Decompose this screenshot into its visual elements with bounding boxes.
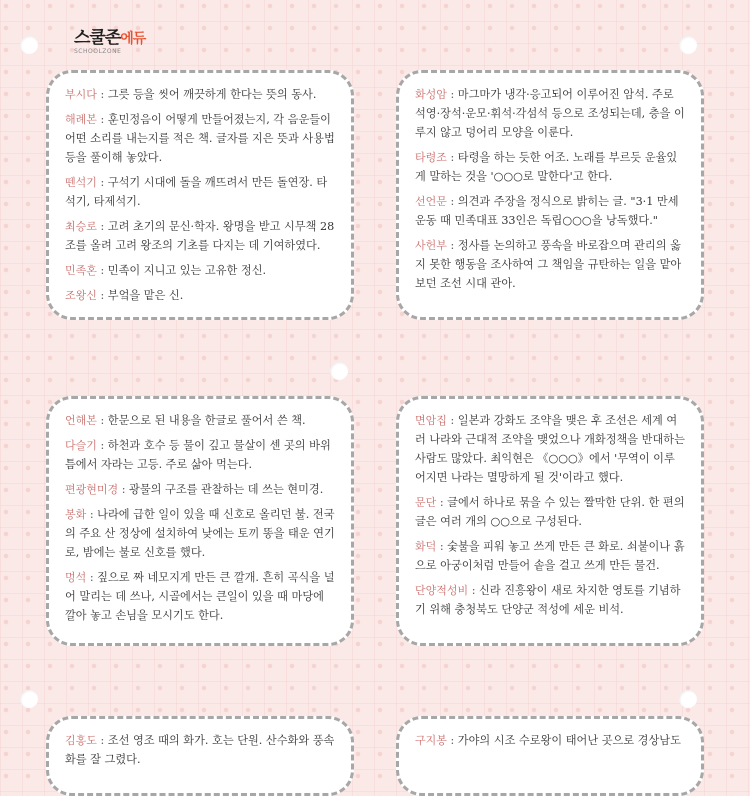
- glossary-entry: 선언문 : 의견과 주장을 정식으로 밝히는 글. "3·1 만세 운동 때 민족대표 33인은 독립○○○을 낭독했다.": [415, 195, 679, 227]
- glossary-definition: 짚으로 짜 네모지게 만든 큰 깔개. 흔히 곡식을 널어 말리는 데 쓰나, 시골에서는 큰일이 있을 때 마당에 깔아 놓고 손님을 모시기도 한다.: [65, 571, 335, 622]
- brand-logo: [74, 30, 145, 55]
- punch-hole: [20, 690, 38, 708]
- glossary-term: 구지봉: [415, 734, 447, 747]
- glossary-entry: 민족혼 : 민족이 지니고 있는 고유한 정신.: [65, 264, 267, 277]
- glossary-term: 언해본: [65, 414, 97, 427]
- glossary-term: 봉화: [65, 508, 87, 521]
- glossary-term: 편광현미경: [65, 483, 119, 496]
- glossary-entry: 구지봉 : 가야의 시조 수로왕이 태어난 곳으로 경상남도: [415, 734, 681, 747]
- glossary-entry: 편광현미경 : 광물의 구조를 관찰하는 데 쓰는 현미경.: [65, 483, 324, 496]
- glossary-definition: 한문으로 된 내용을 한글로 풀어서 쓴 책.: [107, 414, 306, 427]
- glossary-entry: 화성암 : 마그마가 냉각·응고되어 이루어진 암석. 주로 석영·장석·운모·휘석·각섬석 등으로 조성되는데, 층을 이루지 않고 덩어리 모양을 이룬다.: [415, 88, 685, 139]
- glossary-entry: 해례본 : 훈민정음이 어떻게 만들어졌는지, 각 음운들이 어떤 소리를 내는지를 적은 책. 글자를 지은 뜻과 사용법 등을 풀이해 놓았다.: [65, 113, 335, 164]
- glossary-definition: 조선 영조 때의 화가. 호는 단원. 산수화와 풍속화를 잘 그렸다.: [65, 734, 335, 766]
- vocab-card-1: [46, 70, 354, 320]
- glossary-definition: 민족이 지니고 있는 고유한 정신.: [107, 264, 267, 277]
- glossary-definition: 신라 진흥왕이 새로 차지한 영토를 기념하기 위해 충청북도 단양군 적성에 세운 비석.: [415, 584, 681, 616]
- vocab-card-3: [46, 396, 354, 646]
- glossary-entry: 타령조 : 타령을 하는 듯한 어조. 노래를 부르듯 운율있게 말하는 것을 '○○○로 말한다'고 한다.: [415, 151, 678, 183]
- glossary-entry: 언해본 : 한문으로 된 내용을 한글로 풀어서 쓴 책.: [65, 414, 306, 427]
- punch-hole: [20, 36, 38, 54]
- glossary-definition: 의견과 주장을 정식으로 밝히는 글. "3·1 만세 운동 때 민족대표 33인은 독립○○○을 낭독했다.": [415, 195, 679, 227]
- glossary-definition: 가야의 시조 수로왕이 태어난 곳으로 경상남도: [457, 734, 681, 747]
- glossary-definition: 타령을 하는 듯한 어조. 노래를 부르듯 운율있게 말하는 것을 '○○○로 말한다'고 한다.: [415, 151, 678, 183]
- glossary-entry: 봉화 : 나라에 급한 일이 있을 때 신호로 올리던 불. 전국의 주요 산 정상에 설치하여 낮에는 토끼 똥을 태운 연기로, 밤에는 불로 신호를 했다.: [65, 508, 335, 559]
- glossary-definition: 훈민정음이 어떻게 만들어졌는지, 각 음운들이 어떤 소리를 내는지를 적은 책. 글자를 지은 뜻과 사용법 등을 풀이해 놓았다.: [65, 113, 335, 164]
- glossary-term: 조왕신: [65, 289, 97, 302]
- glossary-term: 선언문: [415, 195, 447, 208]
- glossary-definition: 광물의 구조를 관찰하는 데 쓰는 현미경.: [129, 483, 324, 496]
- glossary-term: 김홍도: [65, 734, 97, 747]
- glossary-entry: 면암집 : 일본과 강화도 조약을 맺은 후 조선은 세계 여러 나라와 근대적 조약을 맺었으나 개화정책을 반대하는 사람도 많았다. 최익현은 《○○○》에서 '무역이 이루어지면 나라는 멸망하게 될 것'이라고 했다.: [415, 414, 685, 484]
- glossary-definition: 고려 초기의 문신·학자. 왕명을 받고 시무책 28조를 올려 고려 왕조의 기초를 다지는 데 기여하였다.: [65, 220, 335, 252]
- glossary-definition: 글에서 하나로 묶을 수 있는 짤막한 단위. 한 편의 글은 여러 개의 ○○으로 구성된다.: [415, 496, 685, 528]
- punch-hole: [679, 690, 697, 708]
- glossary-entry: 최승로 : 고려 초기의 문신·학자. 왕명을 받고 시무책 28조를 올려 고려 왕조의 기초를 다지는 데 기여하였다.: [65, 220, 335, 252]
- glossary-definition: 나라에 급한 일이 있을 때 신호로 올리던 불. 전국의 주요 산 정상에 설치하여 낮에는 토끼 똥을 태운 연기로, 밤에는 불로 신호를 했다.: [65, 508, 335, 559]
- glossary-term: 사헌부: [415, 239, 447, 252]
- glossary-term: 타령조: [415, 151, 447, 164]
- glossary-term: 민족혼: [65, 264, 97, 277]
- punch-hole: [330, 362, 348, 380]
- vocab-card-4: [396, 396, 704, 646]
- glossary-definition: 일본과 강화도 조약을 맺은 후 조선은 세계 여러 나라와 근대적 조약을 맺었으나 개화정책을 반대하는 사람도 많았다. 최익현은 《○○○》에서 '무역이 이루어지면 나라는 멸망하게 될 것'이라고 했다.: [415, 414, 685, 484]
- glossary-entry: 멍석 : 짚으로 짜 네모지게 만든 큰 깔개. 흔히 곡식을 널어 말리는 데 쓰나, 시골에서는 큰일이 있을 때 마당에 깔아 놓고 손님을 모시기도 한다.: [65, 571, 335, 622]
- punch-hole: [679, 36, 697, 54]
- glossary-term: 다슬기: [65, 439, 97, 452]
- vocab-card-2: [396, 70, 704, 320]
- glossary-entry: 단양적성비 : 신라 진흥왕이 새로 차지한 영토를 기념하기 위해 충청북도 단양군 적성에 세운 비석.: [415, 584, 681, 616]
- glossary-definition: 숯불을 피워 놓고 쓰게 만든 큰 화로. 쇠붙이나 흙으로 아궁이처럼 만들어 솥을 걸고 쓰게 만든 물건.: [415, 540, 685, 572]
- glossary-definition: 그릇 등을 씻어 깨끗하게 한다는 뜻의 동사.: [107, 88, 317, 101]
- glossary-term: 단양적성비: [415, 584, 469, 597]
- glossary-entry: 화덕 : 숯불을 피워 놓고 쓰게 만든 큰 화로. 쇠붙이나 흙으로 아궁이처럼 만들어 솥을 걸고 쓰게 만든 물건.: [415, 540, 685, 572]
- glossary-definition: 마그마가 냉각·응고되어 이루어진 암석. 주로 석영·장석·운모·휘석·각섬석 등으로 조성되는데, 층을 이루지 않고 덩어리 모양을 이룬다.: [415, 88, 685, 139]
- glossary-term: 멍석: [65, 571, 87, 584]
- vocab-card-5: [46, 716, 354, 796]
- glossary-entry: 뗀석기 : 구석기 시대에 돌을 깨뜨려서 만든 돌연장. 타석기, 타제석기.: [65, 176, 328, 208]
- glossary-entry: 부시다 : 그릇 등을 씻어 깨끗하게 한다는 뜻의 동사.: [65, 88, 317, 101]
- glossary-term: 최승로: [65, 220, 97, 233]
- glossary-entry: 다슬기 : 하천과 호수 등 물이 깊고 물살이 센 곳의 바위 틈에서 자라는 고등. 주로 삶아 먹는다.: [65, 439, 331, 471]
- glossary-term: 뗀석기: [65, 176, 97, 189]
- glossary-term: 화성암: [415, 88, 447, 101]
- glossary-entry: 조왕신 : 부엌을 맡은 신.: [65, 289, 184, 302]
- glossary-entry: 김홍도 : 조선 영조 때의 화가. 호는 단원. 산수화와 풍속화를 잘 그렸다.: [65, 734, 335, 766]
- glossary-term: 화덕: [415, 540, 437, 553]
- glossary-entry: 사헌부 : 정사를 논의하고 풍속을 바로잡으며 관리의 옳지 못한 행동을 조사하여 그 책임을 규탄하는 일을 맡아보던 조선 시대 관아.: [415, 239, 682, 290]
- glossary-term: 문단: [415, 496, 437, 509]
- glossary-entry: 문단 : 글에서 하나로 묶을 수 있는 짤막한 단위. 한 편의 글은 여러 개의 ○○으로 구성된다.: [415, 496, 685, 528]
- glossary-term: 면암집: [415, 414, 447, 427]
- glossary-definition: 부엌을 맡은 신.: [107, 289, 184, 302]
- vocab-card-6: [396, 716, 704, 796]
- logo-wordmark: 스쿨존에듀: [74, 28, 146, 48]
- glossary-term: 해례본: [65, 113, 97, 126]
- glossary-definition: 구석기 시대에 돌을 깨뜨려서 만든 돌연장. 타석기, 타제석기.: [65, 176, 328, 208]
- glossary-definition: 정사를 논의하고 풍속을 바로잡으며 관리의 옳지 못한 행동을 조사하여 그 책임을 규탄하는 일을 맡아보던 조선 시대 관아.: [415, 239, 682, 290]
- glossary-definition: 하천과 호수 등 물이 깊고 물살이 센 곳의 바위 틈에서 자라는 고등. 주로 삶아 먹는다.: [65, 439, 331, 471]
- logo-subtitle: SCHOOLZONE: [74, 48, 122, 55]
- glossary-term: 부시다: [65, 88, 97, 101]
